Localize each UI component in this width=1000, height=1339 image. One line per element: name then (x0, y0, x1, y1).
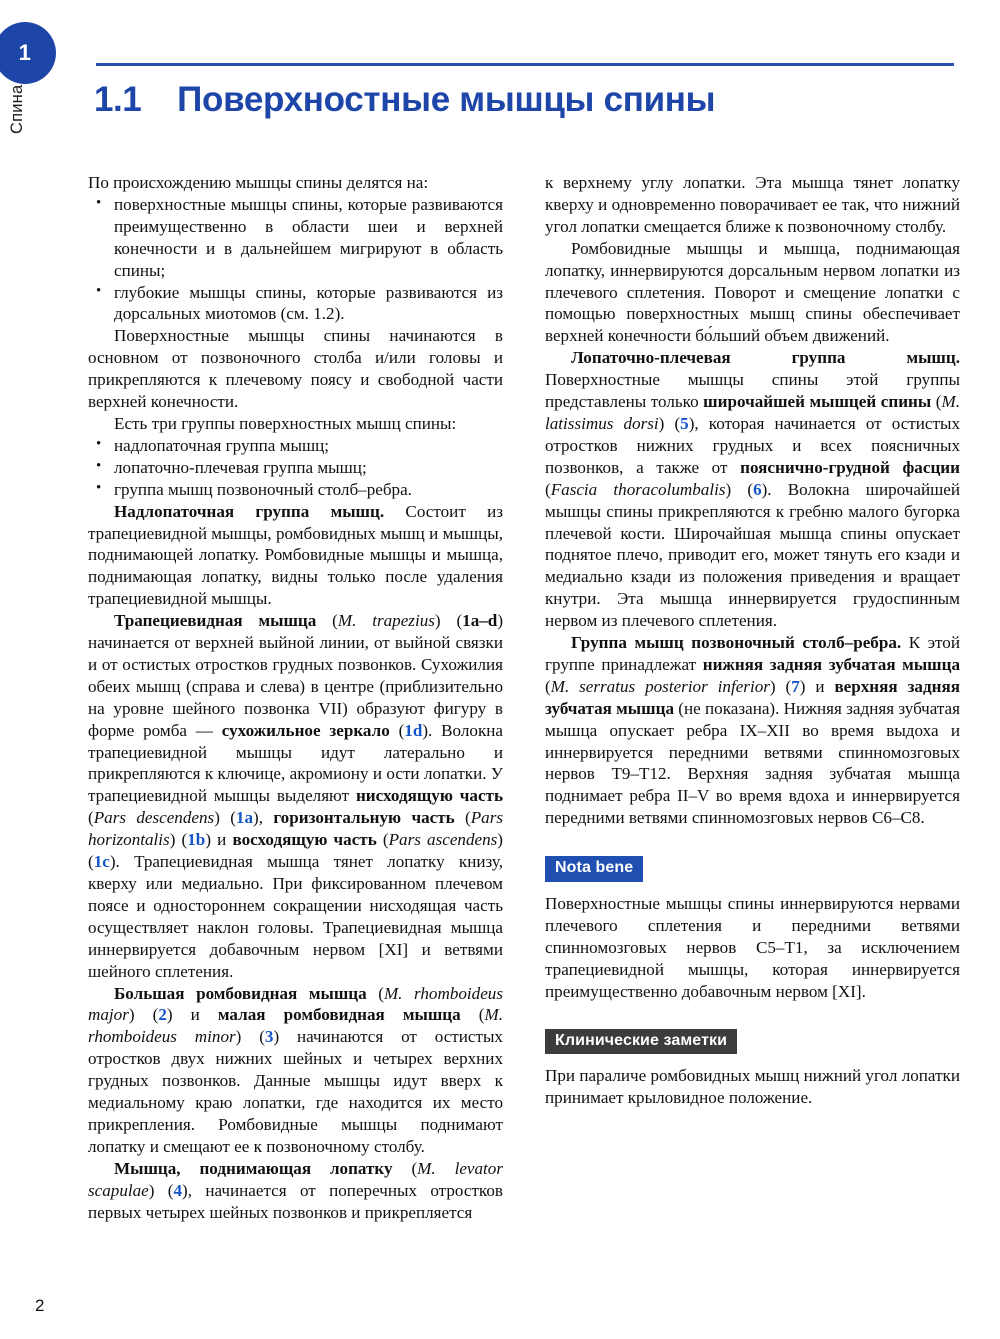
levator-paragraph: Мышца, поднимающая лопатку (M. levator scapulae) (4), начинается от поперечных отростков первых четырех шейных позвонков и прикрепляется (88, 1158, 503, 1222)
header-rule-divider (96, 63, 954, 66)
bullet-text: надлопаточная группа мышц; (114, 435, 330, 455)
tendon-mirror-term: сухожильное зеркало (221, 720, 390, 740)
innervation-paragraph: Ромбовидные мышцы и мышца, поднимающая лопатку, иннервируются дорсальным нервом лопатки из плечевого сплетения. Поворот и смещение лопатки с помощью поверхностных мышц спины обеспечивает верхней конечности бо́льший объем движений. (545, 238, 960, 346)
vertebrocostal-conjunction: и (805, 676, 835, 696)
ref-6: 6 (753, 479, 762, 499)
ref-1a: 1a (235, 808, 254, 828)
origin-bullet-list (88, 194, 503, 325)
page-number: 2 (35, 1296, 45, 1315)
latin-pars-descendens: Pars descendens (93, 808, 215, 828)
nota-bene-callout (545, 856, 960, 1002)
trapezius-ref: 1a–d (462, 611, 498, 631)
left-column (88, 172, 503, 1224)
thoracolumbar-fascia-latin: Fascia thoracolumbalis (550, 479, 726, 499)
rhomboid-major-heading: Большая ромбовидная мышца (114, 983, 367, 1003)
clinical-notes-label: Клинические заметки (545, 1029, 737, 1055)
levator-body: , начинается от поперечных отростков первых четырех шейных позвонков и прикрепляется (88, 1180, 503, 1222)
chapter-vertical-label: Спина (8, 84, 26, 134)
latin-pars-ascendens: Pars ascendens (388, 830, 498, 850)
bullet-text: лопаточно-плечевая группа мышц; (114, 457, 367, 477)
supraspinous-heading: Надлопаточная группа мышц. (114, 501, 385, 521)
vertebrocostal-body-2: (не показана). Нижняя задняя зубчатая мышца опускает ребра IX–XII во время выдоха и иннервируется передними ветвями спинномозговых нервов Т9–Т12. Верхняя задняя зубчатая мышца поднимает ребра II–V во время вдоха и иннервируется передними ветвями спинномозговых нервов С6–С8. (545, 698, 960, 828)
trapezius-heading: Трапециевидная мышца (114, 611, 317, 631)
clinical-notes-callout (545, 1029, 960, 1110)
groups-bullet-list (88, 435, 503, 501)
trapezius-body-3: . Трапециевидная мышца тянет лопатку книзу, кверху или медиально. При фиксированном плечевом поясе и одностороннем сокращении нисходящая часть осуществляет наклон головы. Трапециевидная мышца иннервируется добавочным нервом [XI] и ветвями шейного сплетения. (88, 852, 503, 981)
levator-latin: M. levator scapulae (88, 1158, 503, 1200)
scapulohumeral-paragraph: Лопаточно-плечевая группа мышц. Поверхностные мышцы спины этой группы представлены только широчайшей мышцей спины (M. latissimus dorsi) (5), которая начинается от остистых отростков нижних грудных и всех поясничных позвонков, а также от пояснично-грудной фасции (Fascia thoracolumbalis) (6). Волокна широчайшей мышцы спины прикрепляются к гребню малого бугорка плечевой кости. Широчайшая мышца спины опускает поднятое плечо, приводит его, может тянуть его кзади и медиально кзади из положения приведения и вращает кнутри. Эта мышца иннервируется грудоспинным нервом из плечевого сплетения. (545, 348, 961, 631)
chapter-number-badge: 1 (0, 22, 56, 84)
rhomboid-body: начинаются от остистых отростков двух нижних шейных и четырех верхних грудных позвонков. Данные мышцы идут вверх к медиальному краю лопатки, где находится их место прикрепления. Ромбовидные мышцы поднимают лопатку и смещают ее к позвоночному столбу. (88, 1027, 503, 1156)
clinical-notes-spacer (545, 1003, 960, 1029)
serratus-inferior-latin: M. serratus posterior inferior (550, 676, 770, 696)
thoracolumbar-fascia-term: пояснично-грудной фасции (740, 457, 960, 477)
trapezius-latin: M. trapezius (337, 611, 435, 631)
vertebrocostal-paragraph: Группа мышц позвоночный столб–ребра. К этой группе принадлежат нижняя задняя зубчатая мышца (M. serratus posterior inferior) (7) и верхняя задняя зубчатая мышца (не показана). Нижняя задняя зубчатая мышца опускает ребра IX–XII во время выдоха и иннервируется передними ветвями спинномозговых нервов Т9–Т12. Верхняя задняя зубчатая мышца поднимает ребра II–V во время вдоха и иннервируется передними ветвями спинномозговых нервов С6–С8. (545, 633, 960, 828)
nota-bene-body: Поверхностные мышцы спины иннервируются нервами плечевого сплетения и передними ветвями спинномозговых нервов С5–Т1, за исключением трапециевидной мышцы, которая иннервируется преимущественно добавочным нервом [XI]. (545, 893, 960, 1001)
supraspinous-body: Состоит из трапециевидной мышцы, ромбовидных мышц и мышцы, поднимающей лопатку. Ромбовидные мышцы и мышца, поднимающая лопатку, видны только после удаления трапециевидной мышцы. (88, 501, 503, 609)
bullet-text: поверхностные мышцы спины, которые развиваются преимущественно в области шеи и верхней конечности и в дальнейшем мигрируют в область спины; (114, 194, 503, 280)
latin-pars-horizontalis: Pars horizontalis (88, 808, 503, 850)
list-item (88, 479, 503, 501)
bullet-text: глубокие мышцы спины, которые развиваются из дорсальных миотомов (см. 1.2). (114, 282, 503, 324)
nota-bene-label: Nota bene (545, 856, 643, 882)
trapezius-body-1: начинается от верхней выйной линии, от выйной связки и от остистых отростков грудных позвонков. Сухожилия обеих мышц (справа и слева) в центре (приблизительно на уровне шейного позвонка VII) образуют фигуру в форме ромба — (88, 633, 503, 740)
rhomboid-minor-latin: M. rhomboideus minor (88, 1005, 503, 1047)
attachment-paragraph: Поверхностные мышцы спины начинаются в основном от позвоночного столба и/или головы и прикрепляются к плечевому поясу и свободной части верхней конечности. (88, 326, 503, 412)
scapulohumeral-body-3: ). Волокна широчайшей мышцы спины прикрепляются к гребню малого бугорка плечевой кости. Широчайшая мышца спины опускает поднятое плечо, приводит его, может тянуть его кзади и медиально кзади из положения приведения и вращает кнутри. Эта мышца иннервируется грудоспинным нервом из плечевого сплетения. (545, 479, 960, 631)
bullet-text: группа мышц позвоночный столб–ребра. (114, 479, 412, 499)
vertebrocostal-body-1: К этой группе принадлежат (545, 633, 960, 674)
scapulohumeral-body-1: Поверхностные мышцы спины этой группы представлены только (545, 370, 960, 412)
serratus-superior-term: верхняя задняя зубчатая мышца (545, 676, 960, 718)
latissimus-term: широчайшей мышцей спины (703, 392, 932, 412)
ref-4: 4 (173, 1180, 183, 1200)
ref-3: 3 (264, 1027, 274, 1047)
lead-paragraph: По происхождению мышцы спины делятся на: (88, 173, 429, 192)
list-item (88, 435, 503, 457)
ref-7: 7 (791, 676, 800, 696)
ref-5: 5 (680, 413, 689, 433)
section-number: 1.1 (94, 80, 142, 119)
vertebrocostal-heading: Группа мышц позвоночный столб–ребра. (571, 633, 902, 653)
rhomboid-paragraph: Большая ромбовидная мышца (M. rhomboideus major) (2) и малая ромбовидная мышца (M. rhomboideus minor) (3) начинаются от остистых отростков двух нижних шейных и четырех верхних грудных позвонков. Данные мышцы идут вверх к медиальному краю лопатки, где находится их место прикрепления. Ромбовидные мышцы поднимают лопатку и смещают ее к позвоночному столбу. (88, 983, 503, 1156)
list-item (88, 457, 503, 479)
rhomboid-conjunction: и (172, 1005, 218, 1025)
nota-bene-spacer (545, 829, 960, 856)
ref-1b: 1b (187, 830, 206, 850)
latissimus-latin: M. latissimus dorsi (545, 392, 961, 433)
serratus-inferior-term: нижняя задняя зубчатая мышца (702, 654, 960, 674)
part-descending-term: нисходящую часть (355, 786, 503, 806)
ref-1d: 1d (404, 720, 423, 740)
list-item (88, 282, 503, 326)
trapezius-body-2: ). Волокна трапециевидной мышцы идут латерально и прикрепляются к ключице, акромиону и ости лопатки. У трапециевидной мышцы выделяют (88, 720, 503, 806)
rhomboid-major-latin: M. rhomboideus major (88, 983, 503, 1025)
page-title (94, 80, 964, 120)
rhomboid-minor-heading: малая ромбовидная мышца (217, 1005, 461, 1025)
levator-heading: Мышца, поднимающая лопатку (114, 1158, 393, 1178)
part-horizontal-term: горизонтальную часть (273, 808, 455, 828)
groups-lead-paragraph: Есть три группы поверхностных мышц спины: (114, 413, 457, 433)
clinical-notes-body: При параличе ромбовидных мышц нижний угол лопатки принимает крыловидное положение. (545, 1066, 960, 1108)
ref-1c: 1c (93, 852, 110, 872)
list-item (88, 194, 503, 282)
chapter-tab (0, 0, 85, 200)
scapulohumeral-body-2: , которая начинается от остистых отростков нижних грудных и всех поясничных позвонков, а также от (545, 413, 960, 477)
article-body (88, 172, 960, 1224)
supraspinous-paragraph (88, 501, 503, 611)
ref-2: 2 (158, 1005, 167, 1025)
part-ascending-term: восходящую часть (232, 830, 377, 850)
scapulohumeral-heading: Лопаточно-плечевая группа мышц. (571, 348, 960, 368)
trapezius-paragraph: Трапециевидная мышца (M. trapezius) (1a–d) начинается от верхней выйной линии, от выйной связки и от остистых отростков грудных позвонков. Сухожилия обеих мышц (справа и слева) в центре (приблизительно на уровне шейного позвонка VII) образуют фигуру в форме ромба — сухожильное зеркало (1d). Волокна трапециевидной мышцы идут латерально и прикрепляются к ключице, акромиону и ости лопатки. У трапециевидной мышцы выделяют нисходящую часть (Pars descendens) (1a), горизонтальную часть (Pars horizontalis) (1b) и восходящую часть (Pars ascendens) (1c). Трапециевидная мышца тянет лопатку книзу, кверху или медиально. При фиксированном плечевом поясе и одностороннем сокращении нисходящая часть осуществляет наклон головы. Трапециевидная мышца иннервируется добавочным нервом [XI] и ветвями шейного сплетения. (88, 611, 504, 981)
section-title: Поверхностные мышцы спины (177, 80, 716, 119)
continuation-paragraph: к верхнему углу лопатки. Эта мышца тянет лопатку кверху и одновременно поворачивает ее так, что нижний угол лопатки смещается ближе к позвоночному столбу. (545, 173, 960, 236)
right-column (545, 172, 960, 1224)
